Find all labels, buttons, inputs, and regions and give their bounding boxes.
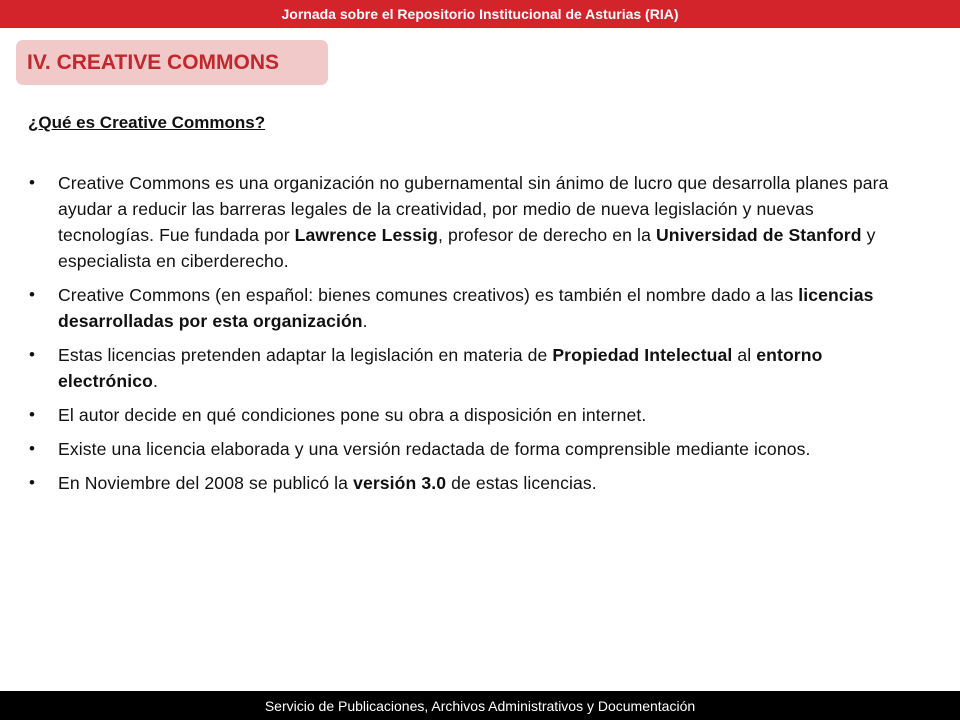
bullet-text: .: [362, 311, 368, 331]
bullet-bold: entorno electrónico: [58, 345, 823, 391]
footer-text: Servicio de Publicaciones, Archivos Administrativos y Documentación: [264, 698, 696, 714]
section-title: IV. CREATIVE COMMONS: [27, 50, 280, 74]
bullet-icon: •: [29, 439, 36, 458]
bullet-text: y especialista en ciberderecho.: [58, 225, 876, 271]
bullet-bold: versión 3.0: [353, 473, 447, 493]
bullet-item-4: [28, 402, 913, 428]
bullet-icon: •: [29, 285, 36, 304]
bullet-text: de estas licencias.: [446, 473, 597, 493]
bullet-bold: Universidad de Stanford: [655, 225, 862, 245]
bullet-text: El autor decide en qué condiciones pone su obra a disposición en internet.: [58, 405, 647, 425]
footer-bar: [0, 691, 960, 720]
bullet-text: , profesor de derecho en la: [437, 225, 656, 245]
bullet-bold: licencias desarrolladas por esta organización: [58, 285, 874, 331]
header-title: Jornada sobre el Repositorio Institucional de Asturias (RIA): [281, 6, 679, 22]
bullet-icon: •: [29, 473, 36, 492]
question-heading: ¿Qué es Creative Commons?: [28, 113, 266, 132]
bullet-item-2: [28, 282, 913, 334]
bullet-item-6: [28, 470, 913, 496]
bullet-icon: •: [29, 345, 36, 364]
bullet-text: al: [732, 345, 757, 365]
bullet-text: Existe una licencia elaborada y una versión redactada de forma comprensible mediante iconos.: [58, 439, 811, 459]
bullet-text: Creative Commons es una organización no gubernamental sin ánimo de lucro que desarrolla planes para ayudar a reducir las barreras legales de la creatividad, por medio de nueva legislación y nuevas tecnologías. Fue fundada por: [58, 173, 889, 245]
header-bar: [0, 0, 960, 28]
bullet-text: .: [152, 371, 158, 391]
section-title-box: [16, 40, 328, 85]
bullet-item-5: [28, 436, 913, 462]
bullet-text: En Noviembre del 2008 se publicó la: [58, 473, 354, 493]
bullet-text: Creative Commons (en español: bienes comunes creativos) es también el nombre dado a las: [58, 285, 799, 305]
bullet-bold: Propiedad Intelectual: [552, 345, 733, 365]
bullet-icon: •: [29, 405, 36, 424]
bullet-item-3: [28, 342, 913, 394]
bullet-text: Estas licencias pretenden adaptar la legislación en materia de: [58, 345, 553, 365]
bullet-icon: •: [29, 173, 36, 192]
bullet-list: [28, 170, 913, 504]
bullet-item-1: [28, 170, 913, 274]
bullet-bold: Lawrence Lessig: [294, 225, 438, 245]
